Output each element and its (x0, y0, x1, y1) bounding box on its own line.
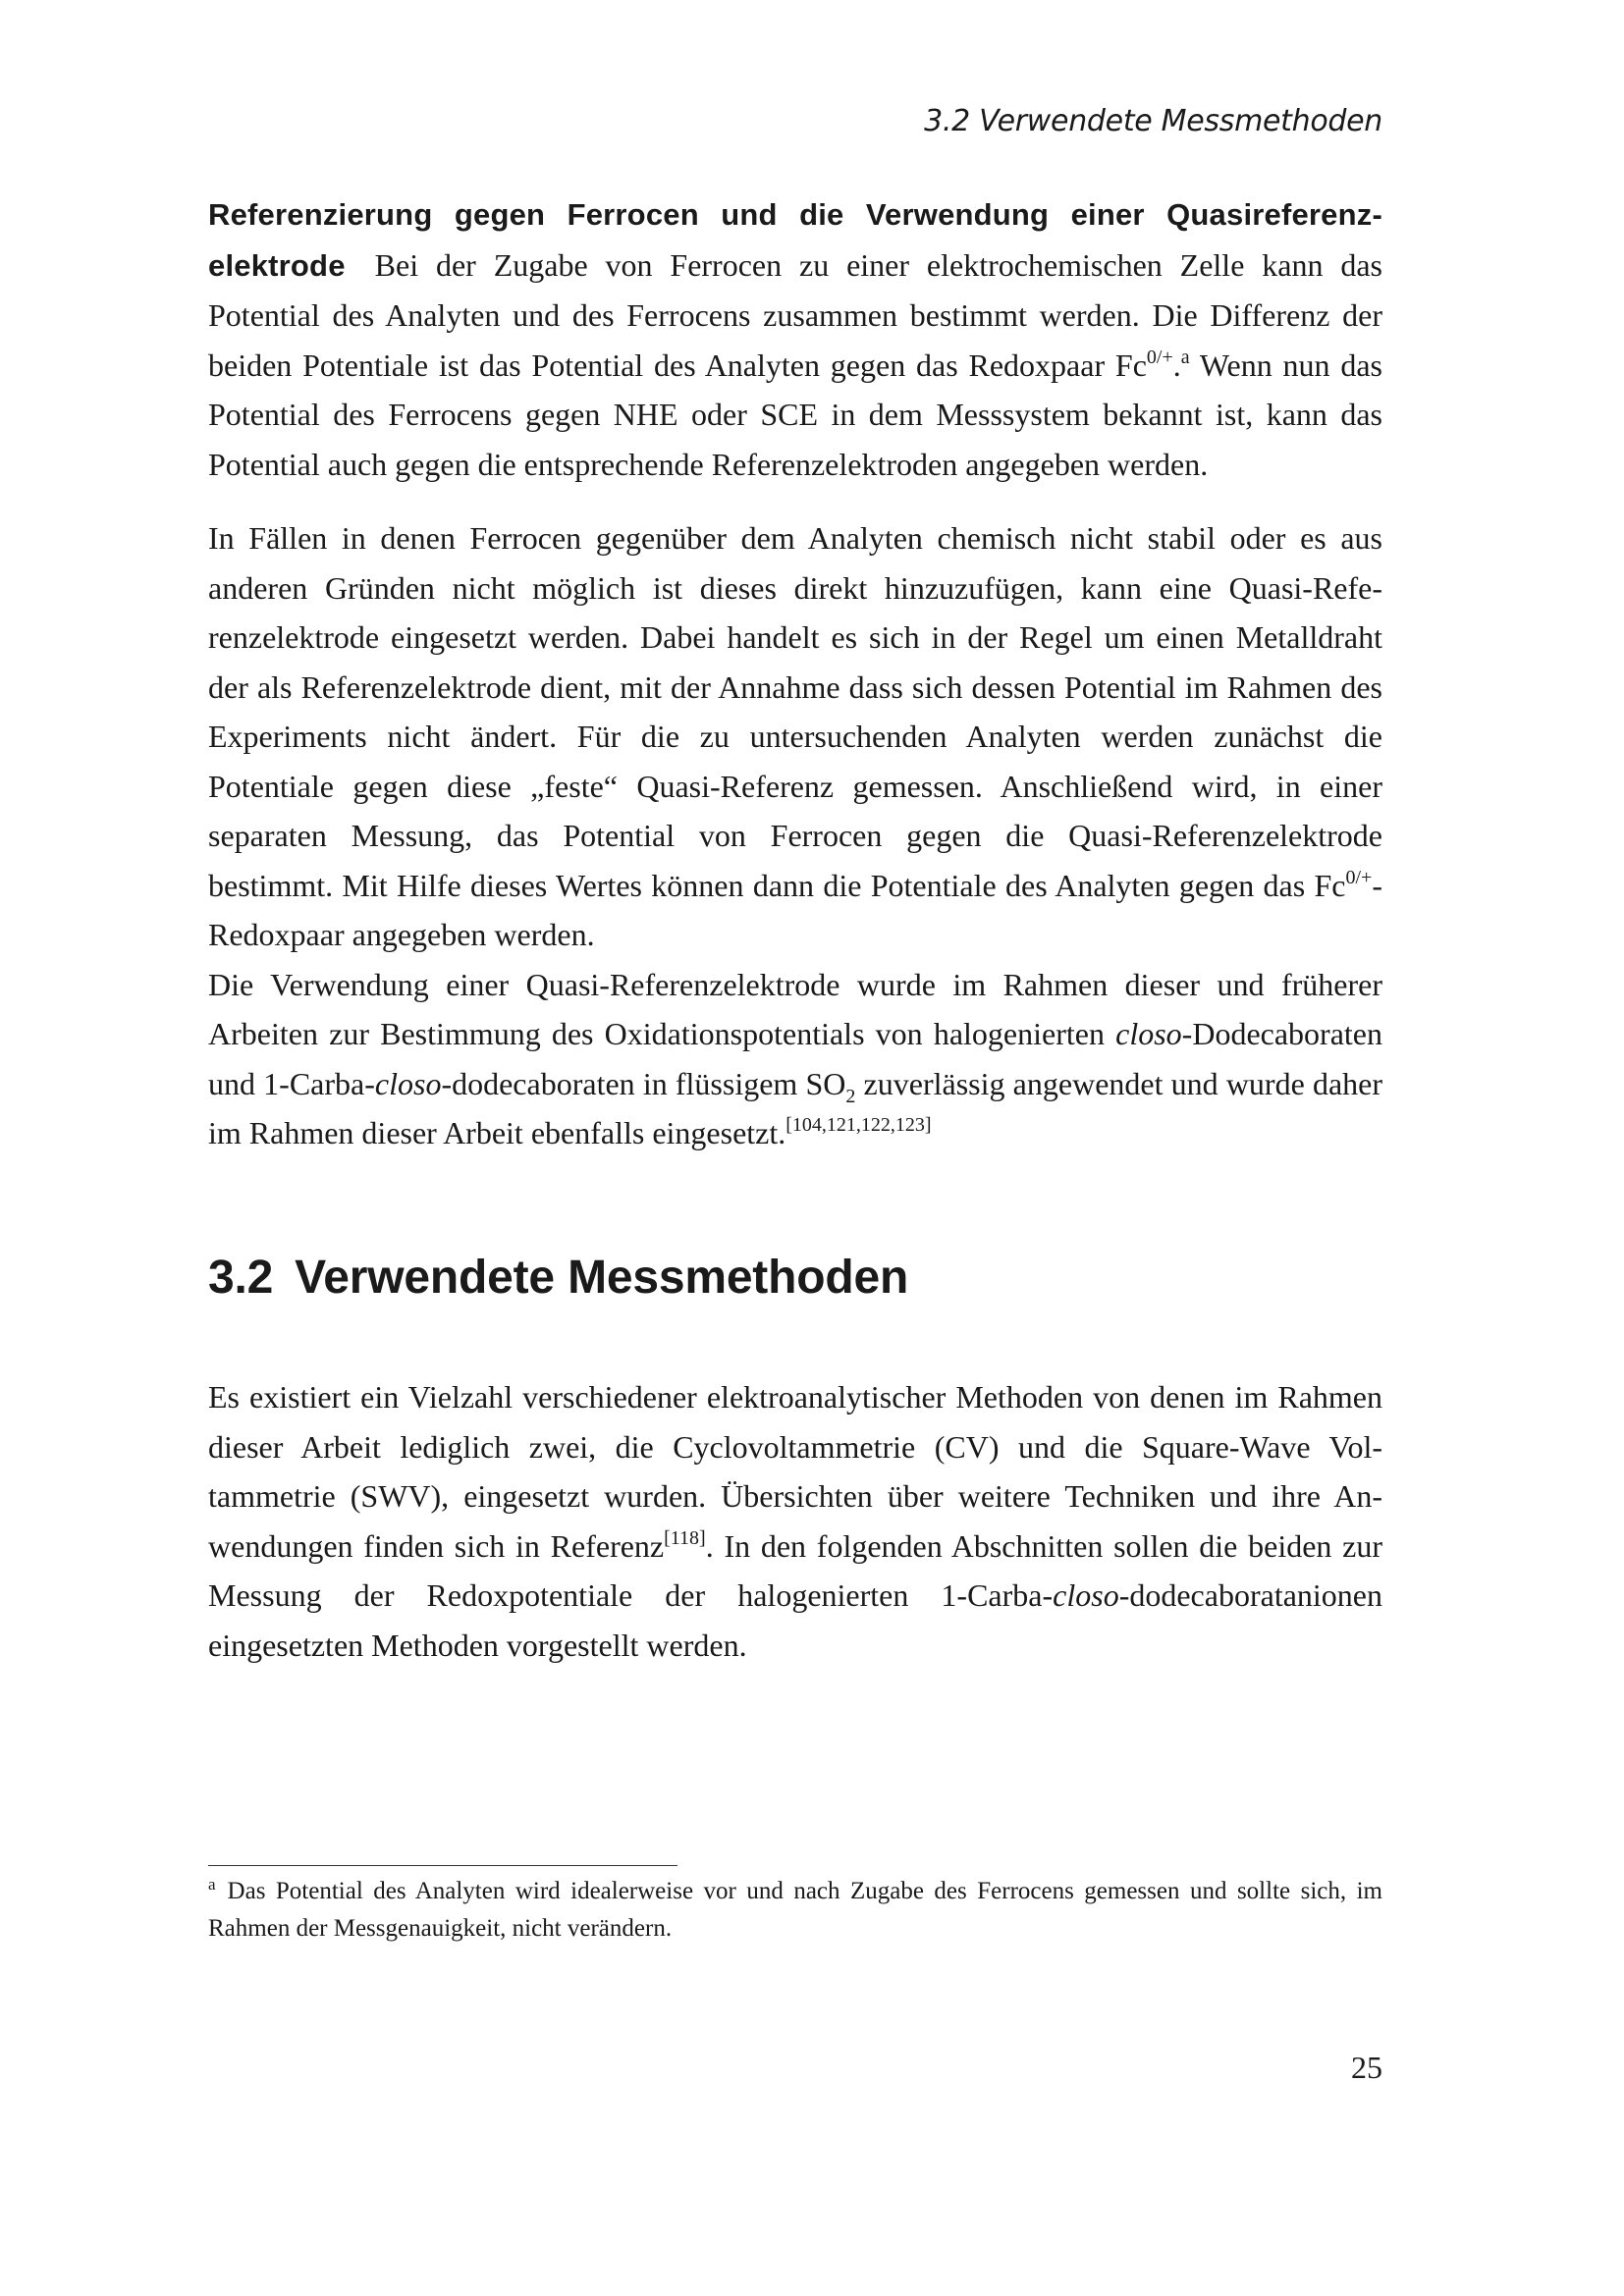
redox-superscript: 0/+ (1146, 346, 1173, 368)
paragraph-text: -dodecaboratanionen eingesetzten Methoden vorgestellt werden. (208, 1577, 1382, 1663)
footnote-divider (208, 1865, 677, 1866)
paragraph-text: -dodecaboraten in flüssigem SO (441, 1065, 846, 1101)
paragraph-text: Die Verwendung einer Quasi-Referenzelektrode wurde im Rahmen dieser und früherer Arbeiten zur Bestimmung des Oxidationspotentials von halogenierten (208, 966, 1382, 1051)
ferrocene-paragraph (208, 189, 1382, 489)
citation: [104,121,122,123] (785, 1114, 932, 1136)
section-paragraph (208, 1372, 1382, 1670)
usage-paragraph (208, 960, 1382, 1158)
redox-superscript: 0/+ (1345, 866, 1373, 888)
quasi-reference-paragraph (208, 513, 1382, 1158)
running-header: 3.2 Verwendete Messmethoden (924, 104, 1382, 138)
italic-term: closo (374, 1065, 442, 1101)
paragraph-text: Es existiert ein Vielzahl verschiedener elektroanalytischer Methoden von denen im Rahmen dieser Arbeit lediglich zwei, die Cyclovoltammetrie (CV) und die Square-Wave Voltammetrie (SWV), eingesetzt wurden. Übersichten über weitere Techniken und ihre Anwendungen finden sich in Referenz (208, 1379, 1382, 1564)
page-number: 25 (1351, 2050, 1382, 2085)
paragraph-text: zuverlässig angewendet und wurde daher im Rahmen dieser Arbeit ebenfalls eingesetzt. (208, 1065, 1383, 1150)
paragraph-heading: Referenzierung gegen Ferrocen und die Verwendung einer Quasireferenz-elektrode (208, 197, 1382, 283)
paragraph-text: Wenn nun das Potential des Ferrocens gegen NHE oder SCE in dem Messsystem bekannt ist, kann das Potential auch gegen die entsprechende Referenzelektroden angegeben werden. (208, 347, 1382, 482)
section-title: Verwendete Messmethoden (295, 1252, 909, 1304)
paragraph-text: . In den folgenden Abschnitten sollen die beiden zur Messung der Redoxpotentiale der halogenierten 1-Carba- (208, 1527, 1383, 1613)
section-number: 3.2 (208, 1252, 274, 1304)
paragraph-text: Bei der Zugabe von Ferrocen zu einer elektrochemischen Zelle kann das Potential des Analyten und des Ferrocens zusammen bestimmt werden. Die Differenz der beiden Potentiale ist das Potential des Analyten gegen das Redoxpaar Fc (208, 246, 1382, 383)
paragraph-text: -Redoxpaar angegeben werden. (208, 867, 1382, 952)
paragraph-text: . (1172, 347, 1181, 383)
subscript: 2 (845, 1085, 856, 1107)
italic-term: closo (1053, 1577, 1119, 1613)
section-heading (208, 1247, 1382, 1309)
paragraph-text: -Dodecaboraten und 1-Carba- (208, 1016, 1382, 1101)
footnote (208, 1873, 1382, 1948)
italic-term: closo (1115, 1016, 1182, 1051)
footnote-reference: a (1180, 346, 1190, 368)
footnote-text: Das Potential des Analyten wird idealerweise vor und nach Zugabe des Ferrocens gemessen und sollte sich, im Rahmen der Messgenauigkeit, nicht verändern. (208, 1878, 1382, 1942)
paragraph-text: In Fällen in denen Ferrocen gegenüber dem Analyten chemisch nicht stabil oder es aus anderen Gründen nicht möglich ist dieses direkt hinzuzufügen, kann eine Quasi-Referenzelektrode eingesetzt werden. Dabei handelt es sich in der Regel um einen Metalldraht der als Referenzelektrode dient, mit der Annahme dass sich dessen Potential im Rahmen des Experiments nicht ändert. Für die zu untersuchenden Analyten werden zunächst die Potentiale gegen diese „feste“ Quasi-Referenz gemessen. Anschließend wird, in einer separaten Messung, das Potential von Ferrocen gegen die Quasi-Referenzelektrode bestimmt. Mit Hilfe dieses Wertes können dann die Potentiale des Analyten gegen das Fc (208, 520, 1382, 903)
citation: [118] (664, 1526, 706, 1549)
footnote-mark: a (208, 1875, 216, 1894)
